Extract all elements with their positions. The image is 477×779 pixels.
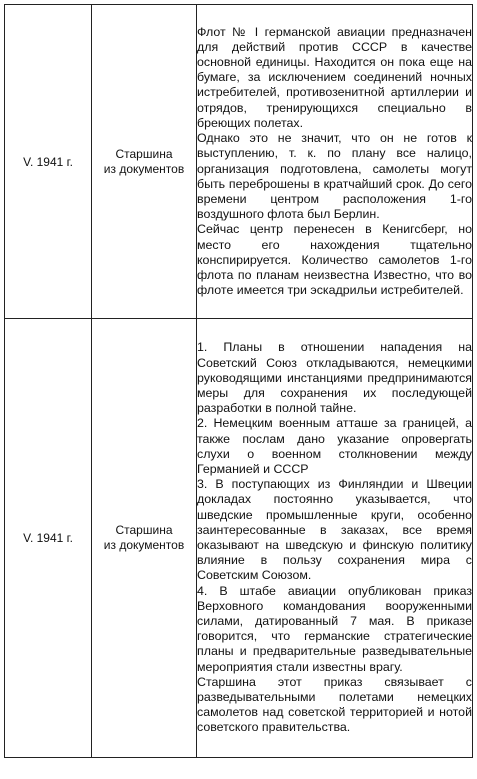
date-cell: V. 1941 г. (5, 5, 92, 319)
date-cell: V. 1941 г. (5, 319, 92, 758)
table-row (5, 319, 473, 758)
paragraph: Однако это не значит, что он не готов к выступлению, т. к. по плану все налицо, организация подготовлена, самолеты могут быть переброшены в кратчайший срок. До сего времени центром расположения 1-го воздушного флота был Берлин. (197, 131, 472, 222)
table-row (5, 5, 473, 319)
paragraph: Старшина этот приказ связывает с разведывательными полетами немецких самолетов над советской территорией и нотой советского правительства. (197, 674, 472, 735)
source-line: из документов (103, 161, 185, 176)
source-cell (92, 5, 197, 319)
paragraph: Флот № I германской авиации предназначен для действий против СССР в качестве основной единицы. Находится он пока еще на бумаге, за исключением соединений ночных истребителей, противозенитной артиллерии и отрядов, тренирующихся специально в бреющих полетах. (197, 24, 472, 130)
paragraph: Сейчас центр перенесен в Кенигсберг, но место его нахождения тщательно конспирируется. Количество самолетов 1-го флота по планам неизвестна Известно, что во флоте имеется три эскадрильи истребителей. (197, 222, 472, 298)
paragraph: 1. Планы в отношении нападения на Советский Союз откладываются, немецкими руководящими инстанциями предпринимаются меры для сохранения их последующей разработки в полной тайне. (197, 340, 472, 416)
content-cell (197, 319, 473, 758)
paragraph: 4. В штабе авиации опубликован приказ Верховного командования вооруженными силами, датированный 7 мая. В приказе говорится, что германские стратегические планы и предварительные разведывательные мероприятия стали известны врагу. (197, 583, 472, 674)
paragraph: 3. В поступающих из Финляндии и Швеции докладах постоянно указывается, что шведские промышленные круги, особенно заинтересованные в заказах, все время оказывают на шведскую и финскую политику влияние в пользу сохранения мира с Советским Союзом. (197, 477, 472, 583)
source-line: из документов (103, 538, 185, 552)
source-line: Старшина (115, 146, 173, 161)
paragraph: 2. Немецким военным атташе за границей, а также послам дано указание опровергать слухи о военном столкновении между Германией и СССР (197, 416, 472, 476)
source-cell (92, 319, 197, 758)
content-cell (197, 5, 473, 319)
document-table (4, 4, 473, 758)
source-line: Старшина (115, 523, 173, 537)
